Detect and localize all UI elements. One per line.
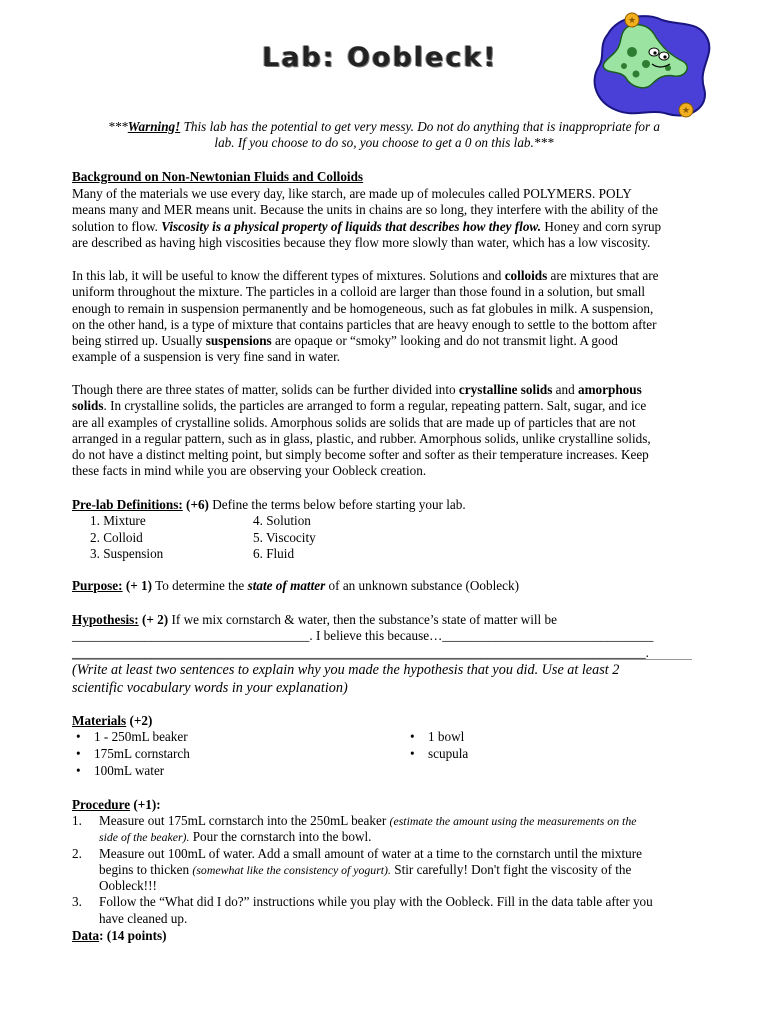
procedure-list xyxy=(72,813,694,927)
hypothesis-note: (Write at least two sentences to explain why you made the hypothesis that you did. Use at least 2 scientific vocabulary words in your explanation) xyxy=(72,662,620,696)
svg-text:★: ★ xyxy=(681,106,691,116)
background-paragraph-1: Many of the materials we use every day, like starch, are made up of molecules called POLYMERS. POLY means many and MER means unit. Because the units in chains are so long, they interfere with the ability of the solution to flow. Viscosity is a physical property of liquids that describes how they flow. Honey and corn syrup are described as having high viscosities because they flow more slowly than water, which has a low viscosity. xyxy=(72,186,662,250)
list-item: • 100mL water xyxy=(72,763,190,780)
background-paragraph-2: In this lab, it will be useful to know the different types of mixtures. Solutions and colloids are mixtures that are uniform throughout the mixture. The particles in a colloid are larger than those found in a solution, but small enough to remain in suspension permanently and be homogeneous, such as fat globules in milk. A suspension, on the other hand, is a type of mixture that contains particles that are heavy enough to settle to the bottom after being stirred up. Usually suspensions are opaque or “smoky” looking and do not transmit light. A good example of a suspension is very fine sand in water. xyxy=(72,268,659,365)
procedure-step: 3. Follow the “What did I do?” instructions while you play with the Oobleck. Fill in the data table after you have cleaned up. xyxy=(72,894,653,926)
materials-list-right xyxy=(406,729,468,763)
list-item: • 1 bowl xyxy=(406,729,468,746)
slime-creature-logo xyxy=(588,12,712,122)
hypothesis-answer-line[interactable]: ____________________________________. I believe this because…________________________________ xyxy=(72,628,654,644)
svg-text:★: ★ xyxy=(627,16,637,26)
procedure-step: 2. Measure out 100mL of water. Add a small amount of water at a time to the cornstarch until the mixture begins to thicken (somewhat like the consistency of yogurt). Stir carefully! Don't fight the viscosity of the Oobleck!!! xyxy=(72,845,642,894)
procedure-step: 1. Measure out 175mL cornstarch into the 250mL beaker (estimate the amount using the measurements on the side of the beaker). Pour the cornstarch into the bowl. xyxy=(72,813,637,845)
page-title: Lab: Oobleck! xyxy=(262,42,498,73)
materials-list-left xyxy=(72,729,190,780)
hypothesis-answer-line[interactable]: _______________________________________________________________________________________. xyxy=(72,644,649,660)
divider xyxy=(72,659,692,660)
data-heading: Data: (14 points) xyxy=(72,928,167,943)
prelab-heading: Pre-lab Definitions: (+6) Define the terms below before starting your lab. xyxy=(72,497,466,512)
procedure-heading: Procedure (+1): xyxy=(72,797,161,812)
materials-heading: Materials (+2) xyxy=(72,713,153,728)
star-icon xyxy=(625,13,639,27)
list-item: • 1 - 250mL beaker xyxy=(72,729,190,746)
warning-note: ***Warning! This lab has the potential to get very messy. Do not do anything that is inappropriate for a lab. If you choose to do so, you choose to get a 0 on this lab.*** xyxy=(107,119,661,151)
hypothesis-section: Hypothesis: (+ 2) If we mix cornstarch & water, then the substance’s state of matter will be ____________________________________. I believe this because…________________________________ _______________________________________________________________________________________. xyxy=(72,612,692,661)
background-paragraph-3: Though there are three states of matter, solids can be further divided into crystalline solids and amorphous solids. In crystalline solids, the particles are arranged to form a regular, repeating pattern. Salt, sugar, and ice are all examples of crystalline solids. Amorphous solids are solids that are made up of particles that are not arranged in a regular pattern, such as in glass, plastic, and rubber. Amorphous solids, unlike crystalline solids, do not have a distinct melting point, but simply become softer and softer as their temperature increases. Keep these facts in mind while you are observing your Oobleck creation. xyxy=(72,382,651,479)
warning-label: Warning! xyxy=(127,119,181,134)
list-item: • scupula xyxy=(406,746,468,763)
background-heading: Background on Non-Newtonian Fluids and Colloids xyxy=(72,169,364,184)
purpose-line: Purpose: (+ 1) To determine the state of matter of an unknown substance (Oobleck) xyxy=(72,578,519,593)
list-item: • 175mL cornstarch xyxy=(72,746,190,763)
star-icon xyxy=(679,103,693,117)
